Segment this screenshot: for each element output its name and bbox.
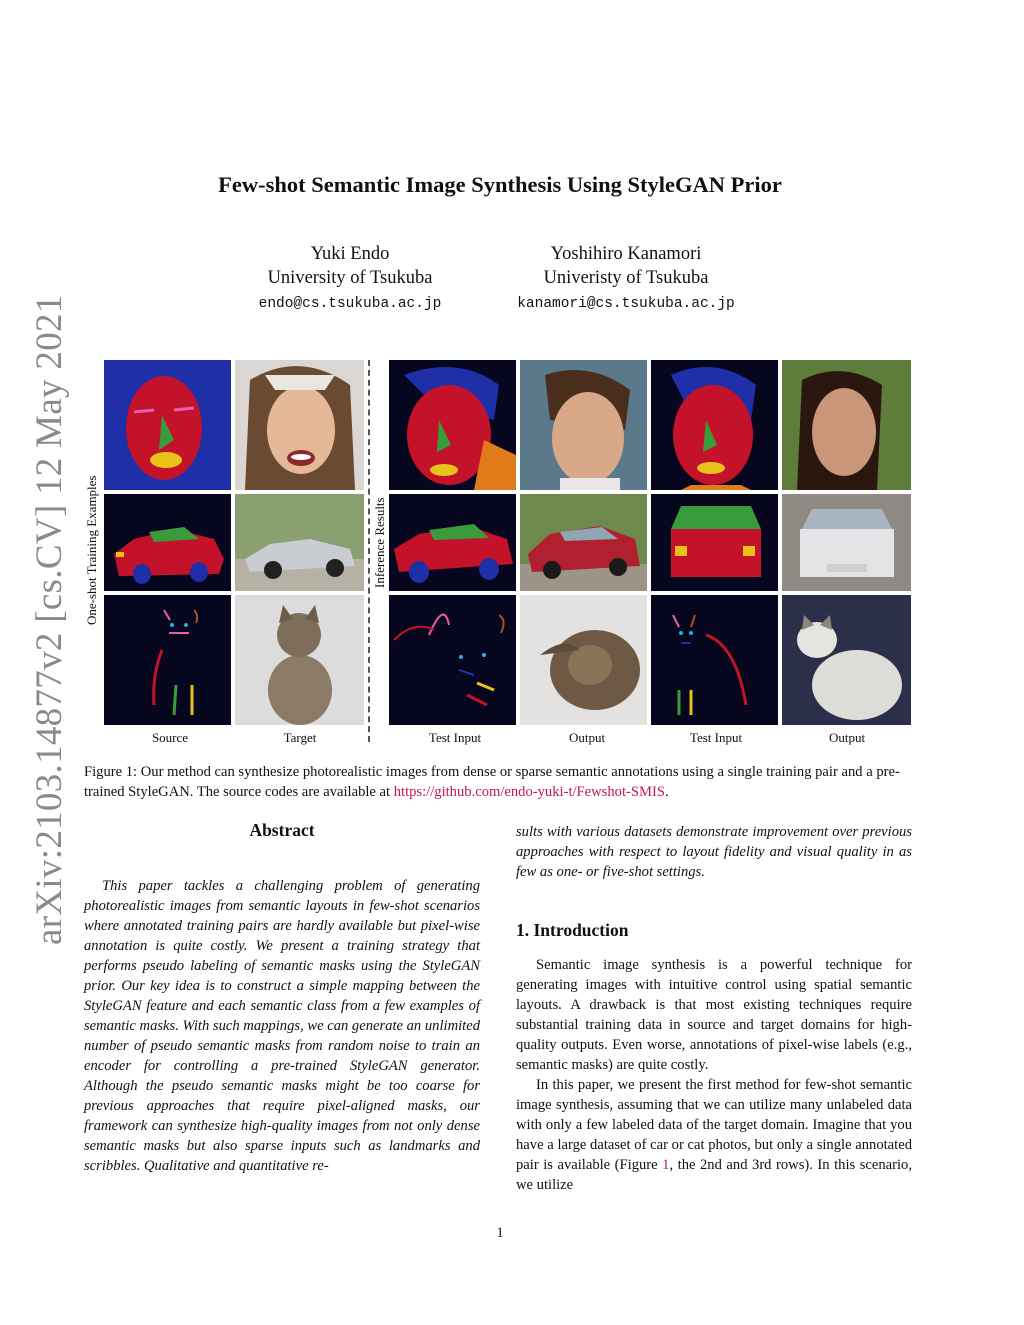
figure-reference-link[interactable]: 1: [662, 1157, 670, 1173]
car-test-input-mask: [389, 494, 516, 591]
car-source-mask: [104, 494, 231, 591]
figure-caption: [84, 762, 914, 802]
author-affiliation: University of Tsukuba: [267, 268, 433, 288]
one-shot-training-label: One-shot Training Examples: [84, 475, 99, 625]
car-target-photo: [235, 494, 364, 591]
author-name: Yoshihiro Kanamori: [550, 244, 702, 264]
intro-paragraph-2: [516, 1075, 912, 1195]
cat-source-mask: [104, 595, 231, 725]
col-label-test-input: Test Input: [428, 730, 482, 745]
intro-paragraph-1: Semantic image synthesis is a powerful technique for generating images with intuitive control using spatial semantic layouts. A drawback is that most existing techniques require substantial training data in source and target domains for high-quality outputs. Even worse, annotations of pixel-wise labels (e.g., semantic masks) are quite costly.: [516, 957, 912, 1073]
paper-title: Few-shot Semantic Image Synthesis Using StyleGAN Prior: [218, 172, 782, 197]
face-source-mask: [104, 360, 231, 490]
cat-output-photo: [520, 595, 647, 725]
arxiv-stamp: arXiv:2103.14877v2 [cs.CV] 12 May 2021: [29, 294, 70, 945]
author-block: [200, 242, 500, 316]
abstract-heading: Abstract: [249, 820, 315, 840]
author-email[interactable]: endo@cs.tsukuba.ac.jp: [258, 296, 442, 312]
inference-results-label: Inference Results: [372, 497, 387, 588]
face-test-input-mask: [389, 360, 516, 490]
cat-output-photo-2: [782, 595, 911, 725]
section-heading-introduction: 1. Introduction: [516, 920, 629, 940]
col-label-output-2: Output: [828, 730, 866, 745]
code-link[interactable]: https://github.com/endo-yuki-t/Fewshot-SMIS: [393, 784, 665, 800]
author-name: Yuki Endo: [310, 244, 390, 264]
caption-end: .: [664, 784, 669, 800]
col-label-output: Output: [568, 730, 606, 745]
face-output-photo-2: [782, 360, 911, 490]
intro-p2-text: In this paper, we present the first method for few-shot semantic image synthesis, assuming that we can utilize many unlabeled data with only a few labeled data of the target domain. Imagine that you have a large dataset of car or cat photos, but only a single annotated pair is available (Figure: [516, 1077, 912, 1173]
car-test-input-mask-2: [651, 494, 778, 591]
cat-test-input-mask: [389, 595, 516, 725]
col-label-target: Target: [283, 730, 317, 745]
author-email[interactable]: kanamori@cs.tsukuba.ac.jp: [517, 296, 735, 312]
col-label-test-input-2: Test Input: [689, 730, 743, 745]
abstract-body: This paper tackles a challenging problem of generating photorealistic images from semantic layouts in few-shot scenarios where annotated training pairs are hardly available but pixel-wise annotation is quite costly. We present a training strategy that performs pseudo labeling of semantic masks using the StyleGAN prior. Our key idea is to construct a simple mapping between the StyleGAN feature and each semantic class from a few examples of semantic masks. With such mappings, we can generate an unlimited number of pseudo semantic masks from random noise to train an encoder for controlling a pre-trained StyleGAN generator. Although the pseudo semantic masks might be too coarse for previous approaches that require pixel-aligned masks, our framework can synthesize high-quality images from not only dense semantic masks but also sparse inputs such as landmarks and scribbles. Qualitative and quantitative re-: [84, 878, 481, 1174]
car-output-photo: [520, 494, 647, 591]
author-block: [476, 242, 776, 316]
face-target-photo: [235, 360, 364, 490]
figure-divider: [368, 360, 370, 742]
cat-test-input-mask-2: [651, 595, 778, 725]
col-label-source: Source: [151, 730, 189, 745]
intro-p2-text-end: , the 2nd and 3rd rows). In this scenario, we utilize: [516, 1157, 912, 1193]
cat-target-photo: [235, 595, 364, 725]
abstract-continuation: sults with various datasets demonstrate improvement over previous approaches with respect to layout fidelity and visual quality in as few as one- or five-shot settings.: [516, 824, 912, 880]
face-test-input-mask-2: [651, 360, 778, 490]
car-output-photo-2: [782, 494, 911, 591]
page-number: 1: [496, 1225, 504, 1241]
author-affiliation: Univeristy of Tsukuba: [543, 268, 709, 288]
face-output-photo: [520, 360, 647, 490]
caption-text: Figure 1: Our method can synthesize photorealistic images from dense or sparse semantic annotations using a single training pair and a pre-trained StyleGAN. The source codes are available at: [84, 764, 900, 800]
